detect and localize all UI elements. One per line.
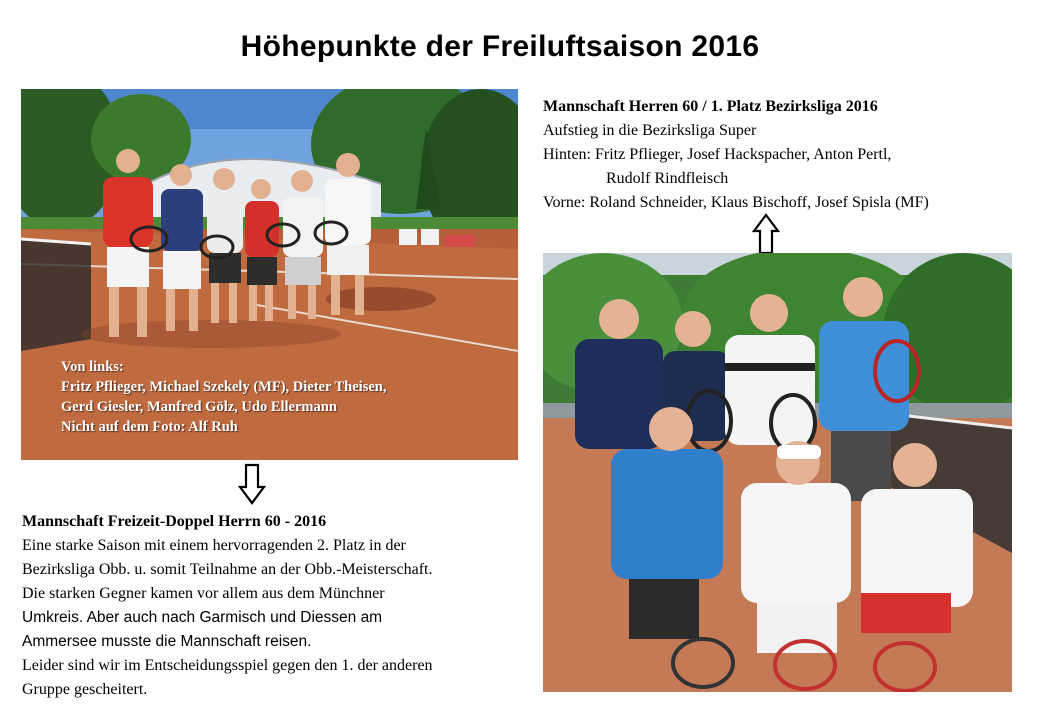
caption-line: Nicht auf dem Foto: Alf Ruh — [61, 419, 238, 435]
body-line: Die starken Gegner kamen vor allem aus dem Münchner — [22, 585, 385, 602]
body-line: Eine starke Saison mit einem hervorragenden 2. Platz in der — [22, 537, 406, 554]
caption-line: Fritz Pflieger, Michael Szekely (MF), Dieter Theisen, — [61, 379, 387, 395]
back-row-names-continued: Rudolf Rindfleisch — [606, 170, 729, 187]
body-line: Leider sind wir im Entscheidungsspiel gegen den 1. der anderen — [22, 657, 433, 674]
caption-line: Von links: — [61, 359, 124, 375]
arrow-down-icon — [238, 463, 266, 505]
team-photo-freizeit-doppel — [21, 89, 518, 460]
front-row-names: Vorne: Roland Schneider, Klaus Bischoff, Josef Spisla (MF) — [543, 194, 929, 211]
tennis-team-scene — [543, 253, 1012, 692]
team-heading: Mannschaft Freizeit-Doppel Herrn 60 - 2016 — [22, 513, 327, 530]
arrow-up-icon — [752, 213, 780, 255]
body-line: Gruppe gescheitert. — [22, 681, 148, 698]
body-line: Ammersee musste die Mannschaft reisen. — [22, 633, 312, 650]
promotion-text: Aufstieg in die Bezirksliga Super — [543, 122, 757, 139]
body-line: Umkreis. Aber auch nach Garmisch und Diessen am — [22, 609, 383, 626]
page-title: Höhepunkte der Freiluftsaison 2016 — [240, 30, 760, 63]
front-row-players — [611, 407, 973, 653]
team-photo-herren-60 — [543, 253, 1012, 692]
caption-line: Gerd Giesler, Manfred Gölz, Udo Ellermann — [61, 399, 337, 415]
team-heading: Mannschaft Herren 60 / 1. Platz Bezirksliga 2016 — [543, 98, 878, 115]
body-line: Bezirksliga Obb. u. somit Teilnahme an der Obb.-Meisterschaft. — [22, 561, 433, 578]
team-freizeit-doppel-description — [22, 510, 542, 702]
team-herren-60-description — [543, 95, 1033, 215]
back-row-names: Hinten: Fritz Pflieger, Josef Hackspacher, Anton Pertl, — [543, 146, 892, 163]
photo-caption-left — [61, 357, 511, 437]
